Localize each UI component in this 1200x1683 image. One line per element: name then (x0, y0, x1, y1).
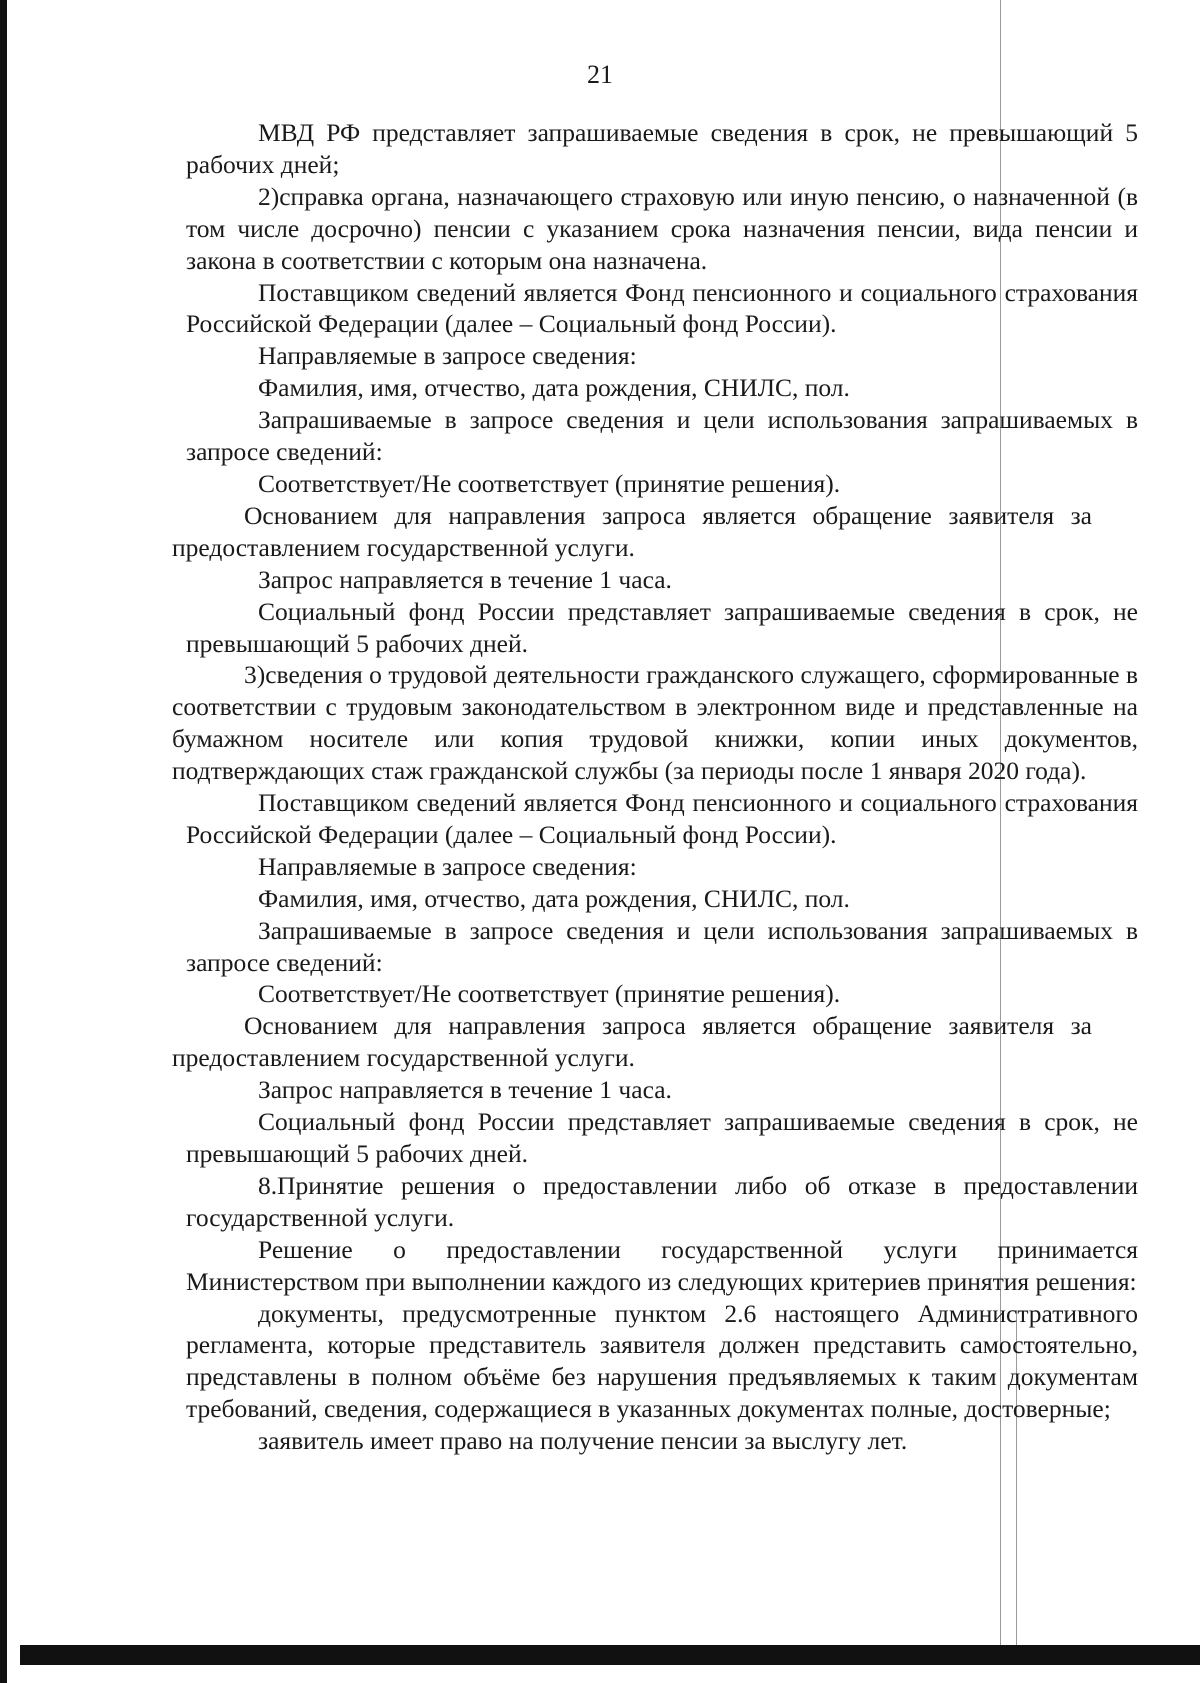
paragraph-sent-data-heading: Направляемые в запросе сведения: (258, 341, 637, 371)
paragraph-decision-criteria: Решение о предоставлении государственной услуги принимается Министерством при выполнении каждого из следующих критериев принятия решения: (186, 1234, 1138, 1296)
paragraph-request-time: Запрос направляется в течение 1 часа. (258, 1075, 672, 1105)
paragraph-request-basis: Основанием для направления запроса является обращение заявителя за предоставлением государственной услуги. (172, 500, 1092, 562)
document-body (172, 117, 1138, 1457)
paragraph-section-8-decision: 8.Принятие решения о предоставлении либо об отказе в предоставлении государственной услуги. (186, 1170, 1138, 1232)
paragraph-sent-data-heading: Направляемые в запросе сведения: (258, 851, 637, 881)
paragraph-sfr-term: Социальный фонд России представляет запрашиваемые сведения в срок, не превышающий 5 рабочих дней. (186, 596, 1138, 658)
paragraph-sfr-term: Социальный фонд России представляет запрашиваемые сведения в срок, не превышающий 5 рабочих дней. (186, 1107, 1138, 1168)
paragraph-requested-data: Соответствует/Не соответствует (принятие решения). (258, 468, 841, 498)
paragraph-item-2-pension-certificate: 2)справка органа, назначающего страховую или иную пенсию, о назначенной (в том числе досрочно) пенсии с указанием срока назначения пенсии, вида пенсии и закона в соответствии с которым она назначена. (186, 181, 1138, 275)
paragraph-supplier: Поставщиком сведений является Фонд пенсионного и социального страхования Российской Федерации (далее – Социальный фонд России). (186, 788, 1138, 849)
scan-bottom-edge (20, 1645, 1200, 1665)
paragraph-request-basis: Основанием для направления запроса является обращение заявителя за предоставлением государственной услуги. (172, 1011, 1092, 1073)
paragraph-sent-data: Фамилия, имя, отчество, дата рождения, СНИЛС, пол. (258, 883, 850, 913)
paragraph-supplier: Поставщиком сведений является Фонд пенсионного и социального страхования Российской Федерации (далее – Социальный фонд России). (186, 277, 1138, 339)
paragraph-criterion-pension-right: заявитель имеет право на получение пенсии за выслугу лет. (258, 1426, 908, 1456)
paragraph-requested-data-heading: Запрашиваемые в запросе сведения и цели использования запрашиваемых в запросе сведений: (186, 405, 1138, 467)
paragraph-mvd-term: МВД РФ представляет запрашиваемые сведения в срок, не превышающий 5 рабочих дней; (186, 118, 1138, 179)
page-number: 21 (587, 60, 613, 89)
paragraph-requested-data-heading: Запрашиваемые в запросе сведения и цели использования запрашиваемых в запросе сведений: (186, 915, 1138, 977)
paragraph-criterion-documents: документы, предусмотренные пунктом 2.6 настоящего Административного регламента, которые представитель заявителя должен представить самостоятельно, представлены в полном объёме без нарушения предъявляемых к таким документам требований, сведения, содержащиеся в указанных документах полные, достоверные; (186, 1298, 1138, 1424)
scan-left-edge (0, 0, 7, 1683)
paragraph-item-3-work-history: 3)сведения о трудовой деятельности гражданского служащего, сформированные в соответствии с трудовым законодательством в электронном виде и представленные на бумажном носителе или копия трудовой книжки, копии иных документов, подтверждающих стаж гражданской службы (за периоды после 1 января 2020 года). (172, 660, 1138, 786)
paragraph-request-time: Запрос направляется в течение 1 часа. (258, 564, 672, 594)
paragraph-sent-data: Фамилия, имя, отчество, дата рождения, СНИЛС, пол. (258, 373, 850, 403)
paragraph-requested-data: Соответствует/Не соответствует (принятие решения). (258, 979, 841, 1009)
